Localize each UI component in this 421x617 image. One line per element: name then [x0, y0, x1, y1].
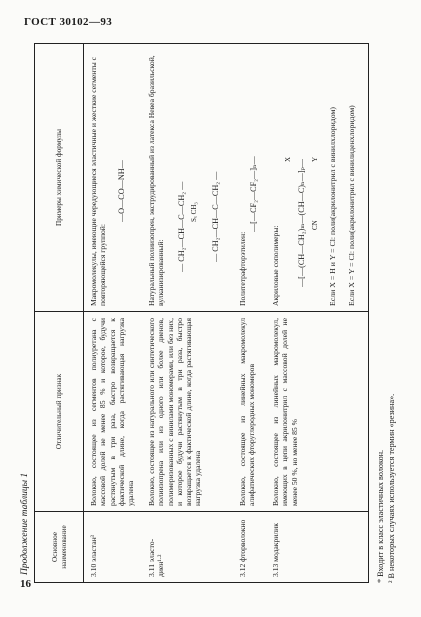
- row-term-3-11: 3.11 эласто-диен¹·²: [147, 538, 166, 577]
- column-divider: [84, 311, 368, 312]
- column-divider: [84, 511, 368, 512]
- row-feature-3-13: Волокно, состоящее из линейных макромолекул, имеющих в цепи акрилонитрил с массовой долей не менее 50 %, но менее 85 %: [271, 318, 299, 506]
- row-term-3-13: 3.13 модакрилик: [271, 523, 280, 577]
- row-feature-3-11: Волокно, состоящее из натурального или синтетического полиизопрена или из одного или более диенов, полимеризованных с винилами мономерами, или без них, и которое будучи растянутым в три раза, быстро возвращается к фактической длине, когда растягивающая нагрузка удалена: [147, 318, 203, 506]
- formula-3-12: —[—CF₂—CF₂—]ₙ—: [249, 156, 258, 232]
- formula-3-11-b: — CH₂—CH—C—CH₂ —: [211, 171, 220, 262]
- table-continuation-label: Продолжение таблицы 1: [20, 472, 30, 575]
- formula-3-13-cn: CN: [311, 220, 319, 230]
- row-example-3-13: Акриловые сополимеры:: [271, 225, 280, 306]
- formula-3-11-sub: Sₓ CH₃: [190, 202, 198, 222]
- footnote-2: ² В некоторых случаях используется термин «резина».: [386, 393, 396, 583]
- column-header-feature: Отличительный признак: [35, 312, 84, 512]
- row-feature-3-12: Волокно, состоящее из линейных макромолекул алифатических фторуглеродных мономеров: [238, 318, 257, 506]
- standard-header: ГОСТ 30102—93: [24, 16, 113, 28]
- page-number: 16: [20, 578, 31, 590]
- row-feature-3-10: Волокно, состоящее из сегментов полиуретана с массовой долей не менее 85 % и которое, будучи растянутым в три раза, быстро возвращается к фактической длине, когда растягивающая нагрузка удалена: [89, 318, 135, 506]
- row-term-3-10: 3.10 эластан³: [89, 535, 98, 577]
- row-example-3-12: Политетрафторэтилен:: [238, 231, 247, 306]
- row-example-3-11: Натуральный полиизопрен, экструдированный из латекса Невеа бразильской, вулканизированный:: [147, 55, 166, 306]
- row-note-3-13-a: Если X = H и Y = Cl: поли(акрилонитрил с винилхлоридом): [328, 107, 337, 306]
- row-example-3-10: Макромолекулы, имеющие чередующиеся эластичные и жесткие сегменты с повторяющейся группой:: [89, 56, 108, 306]
- formula-3-10: —O—CO—NH—: [117, 160, 126, 222]
- footnote-1: * Входит в класс эластичных волокон.: [376, 449, 385, 583]
- formula-3-13: —[—(CH—CH₂)ₘ—(CH—C)ₙ—]ₚ—: [297, 159, 306, 287]
- rotated-page-content: [20, 43, 412, 583]
- row-note-3-13-b: Если X = Y = Cl: поли(акрилонитрил с винилиденхлоридом): [347, 105, 356, 306]
- formula-3-11-a: — CH₂—CH—C—CH₂ —: [177, 181, 186, 272]
- column-header-term: Основное наименование: [50, 525, 68, 569]
- terms-table: [34, 43, 369, 583]
- formula-3-13-x: X: [284, 156, 292, 162]
- column-header-examples: Примеры химической формулы: [35, 44, 84, 312]
- formula-3-13-y: Y: [311, 156, 319, 162]
- row-term-3-12: 3.12 фторволокно: [238, 519, 247, 577]
- footnotes: [376, 43, 397, 583]
- table-header: [35, 44, 84, 582]
